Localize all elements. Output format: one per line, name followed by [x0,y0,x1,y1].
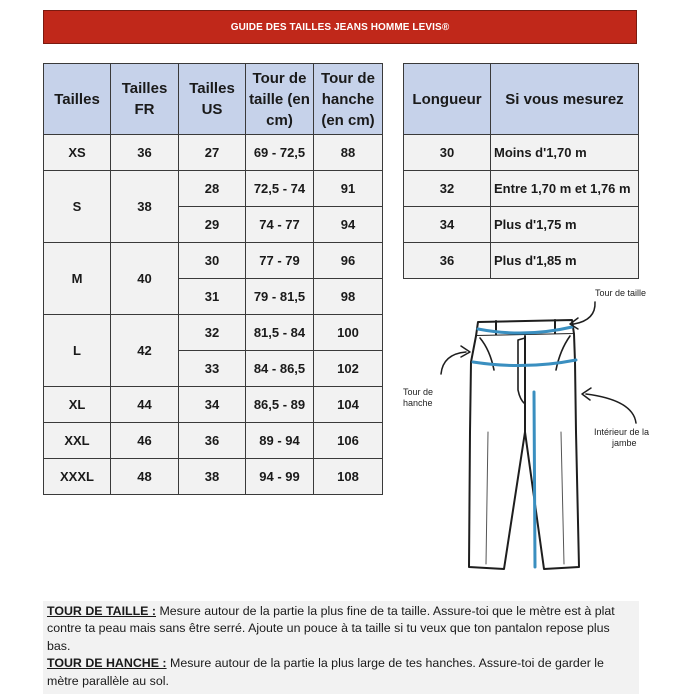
header-cell: Tailles FR [111,64,179,135]
waist-cm-cell: 77 - 79 [246,243,314,279]
hip-label-line2: hanche [403,398,433,408]
hip-cm-cell: 96 [314,243,383,279]
size-fr-cell: 46 [111,423,179,459]
length-cell: 32 [404,171,491,207]
waist-note-text: Mesure autour de la partie la plus fine de ta taille. Assure-toi que le mètre est à plat contre ta peau mais sans être serré. Ajoute un pouce à ta taille si tu veux que ton pantalon repose plus bas. [47,604,615,653]
hip-cm-cell: 98 [314,279,383,315]
hip-note-term: TOUR DE HANCHE : [47,656,167,671]
size-row [44,315,383,351]
waist-cm-cell: 89 - 94 [246,423,314,459]
size-fr-cell: 36 [111,135,179,171]
waist-cm-cell: 86,5 - 89 [246,387,314,423]
hip-cm-cell: 104 [314,387,383,423]
hip-cm-cell: 88 [314,135,383,171]
height-range-cell: Plus d'1,75 m [491,207,639,243]
header-cell: Tailles US [179,64,246,135]
size-label-cell: XL [44,387,111,423]
hip-cm-cell: 108 [314,459,383,495]
size-row [44,423,383,459]
size-fr-cell: 44 [111,387,179,423]
size-label-cell: L [44,315,111,387]
hip-label-line1: Tour de [403,387,434,397]
waist-cm-cell: 69 - 72,5 [246,135,314,171]
size-us-cell: 31 [179,279,246,315]
page-title-banner [43,10,637,44]
length-row [404,171,639,207]
size-row [44,243,383,279]
size-table [43,63,383,495]
size-us-cell: 27 [179,135,246,171]
inseam-label-line2: jambe [612,438,637,448]
size-fr-cell: 42 [111,315,179,387]
header-cell: Longueur [404,64,491,135]
header-cell: Tour de taille (en cm) [246,64,314,135]
size-table-body [44,135,383,495]
header-cell: Tailles [44,64,111,135]
waist-cm-cell: 94 - 99 [246,459,314,495]
waist-cm-cell: 81,5 - 84 [246,315,314,351]
inseam-label-line1: Intérieur de la [594,427,650,437]
size-label-cell: XXXL [44,459,111,495]
size-table-header [44,64,383,135]
length-table-header [404,64,639,135]
jeans-diagram [398,282,668,582]
size-us-cell: 34 [179,387,246,423]
hip-cm-cell: 106 [314,423,383,459]
size-us-cell: 28 [179,171,246,207]
size-us-cell: 30 [179,243,246,279]
waist-note-term: TOUR DE TAILLE : [47,604,156,618]
size-label-cell: M [44,243,111,315]
length-cell: 36 [404,243,491,279]
length-cell: 30 [404,135,491,171]
size-us-cell: 36 [179,423,246,459]
measurement-notes [43,601,639,694]
waist-cm-cell: 84 - 86,5 [246,351,314,387]
waist-label: Tour de taille [595,288,647,298]
header-cell: Tour de hanche (en cm) [314,64,383,135]
waist-cm-cell: 79 - 81,5 [246,279,314,315]
height-range-cell: Entre 1,70 m et 1,76 m [491,171,639,207]
size-row [44,135,383,171]
hip-cm-cell: 91 [314,171,383,207]
hip-cm-cell: 94 [314,207,383,243]
header-cell: Si vous mesurez [491,64,639,135]
waist-cm-cell: 72,5 - 74 [246,171,314,207]
size-row [44,459,383,495]
size-us-cell: 33 [179,351,246,387]
height-range-cell: Plus d'1,85 m [491,243,639,279]
waist-cm-cell: 74 - 77 [246,207,314,243]
size-row [44,387,383,423]
size-fr-cell: 48 [111,459,179,495]
length-row [404,135,639,171]
size-us-cell: 29 [179,207,246,243]
hip-note-text: Mesure autour de la partie la plus large de tes hanches. Assure-toi de garder le mètre parallèle au sol. [47,656,604,688]
length-table [403,63,639,279]
size-label-cell: S [44,171,111,243]
size-row [44,171,383,207]
size-label-cell: XXL [44,423,111,459]
length-table-body [404,135,639,279]
length-row [404,243,639,279]
size-us-cell: 38 [179,459,246,495]
hip-cm-cell: 100 [314,315,383,351]
page-title: GUIDE DES TAILLES JEANS HOMME LEVIS® [230,21,450,33]
length-row [404,207,639,243]
size-fr-cell: 38 [111,171,179,243]
height-range-cell: Moins d'1,70 m [491,135,639,171]
length-cell: 34 [404,207,491,243]
size-fr-cell: 40 [111,243,179,315]
hip-cm-cell: 102 [314,351,383,387]
size-us-cell: 32 [179,315,246,351]
hip-note [47,655,635,690]
size-label-cell: XS [44,135,111,171]
waist-note [47,603,635,655]
